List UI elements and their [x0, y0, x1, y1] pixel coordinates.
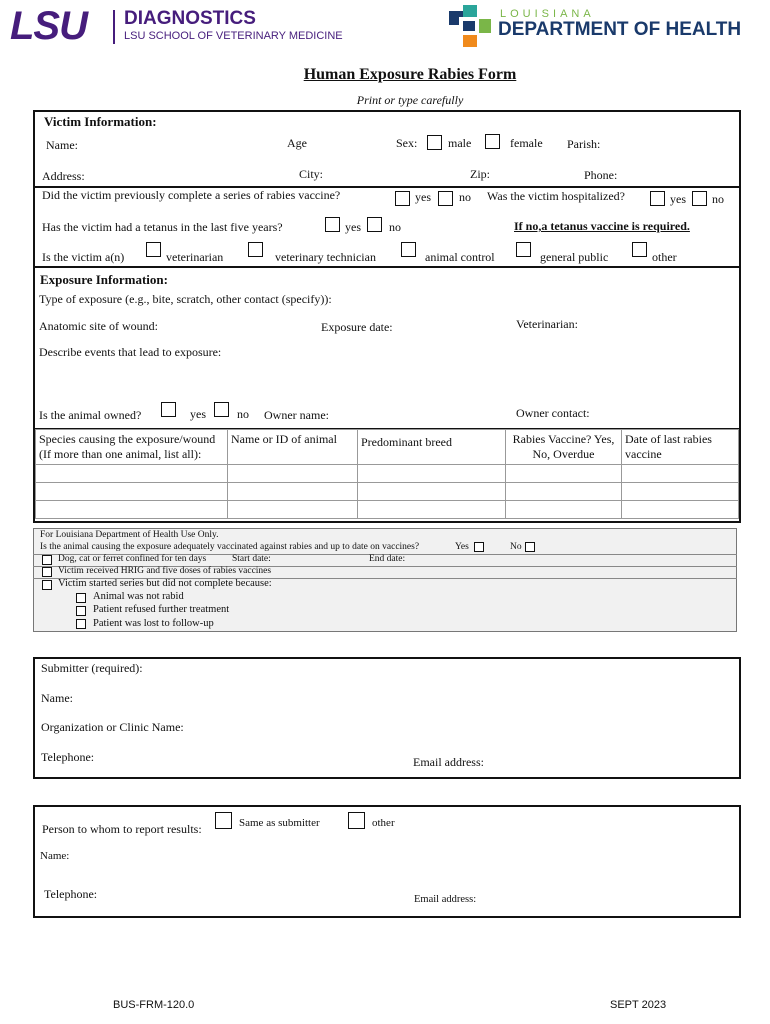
tetanus-no-checkbox[interactable] [367, 217, 382, 232]
department-label: DEPARTMENT OF HEALTH [498, 19, 742, 40]
logo-divider [113, 10, 115, 44]
role-other-label: other [652, 250, 677, 264]
vaccinated-yes-checkbox[interactable] [474, 542, 484, 552]
hospitalized-yes-label: yes [670, 192, 686, 206]
owned-no-checkbox[interactable] [214, 402, 229, 417]
species-column-header: Species causing the exposure/wound (If more than one animal, list all): [36, 430, 228, 465]
vaccinated-yes-label: Yes [455, 542, 469, 552]
victim-role-question: Is the victim a(n) [42, 250, 125, 264]
hospitalized-no-label: no [712, 192, 724, 206]
exposure-date-label: Exposure date: [321, 320, 393, 334]
revision-date: SEPT 2023 [610, 999, 667, 1011]
submitter-name-label: Name: [41, 691, 73, 705]
describe-events-label: Describe events that lead to exposure: [39, 345, 222, 359]
report-phone-label: Telephone: [44, 887, 98, 901]
last-vaccine-column-header: Date of last rabies vaccine [622, 430, 739, 465]
end-date-label: End date: [369, 554, 406, 564]
male-checkbox[interactable] [427, 135, 442, 150]
role-veterinarian-label: veterinarian [166, 250, 224, 264]
species-table [35, 429, 739, 519]
owner-contact-label: Owner contact: [516, 406, 590, 420]
submitter-email-label: Email address: [413, 755, 484, 769]
organization-label: Organization or Clinic Name: [41, 720, 184, 734]
form-number: BUS-FRM-120.0 [113, 999, 195, 1011]
address-label: Address: [42, 169, 85, 183]
form-subtitle: Print or type carefully [356, 93, 464, 107]
tetanus-no-label: no [389, 220, 401, 234]
table-row [36, 501, 739, 519]
lost-followup-label: Patient was lost to follow-up [93, 618, 214, 629]
ldh-emblem-icon [447, 5, 493, 47]
hospitalized-question: Was the victim hospitalized? [487, 189, 625, 203]
table-row [36, 483, 739, 501]
confined-label: Dog, cat or ferret confined for ten days [58, 554, 207, 564]
prev-vaccine-no-checkbox[interactable] [438, 191, 453, 206]
hrig-checkbox[interactable] [42, 567, 52, 577]
age-label: Age [287, 136, 307, 150]
hospitalized-yes-checkbox[interactable] [650, 191, 665, 206]
parish-label: Parish: [567, 137, 601, 151]
prev-vaccine-no-label: no [459, 190, 471, 204]
submitter-heading: Submitter (required): [41, 661, 143, 675]
table-row [36, 465, 739, 483]
vaccinated-no-label: No [510, 542, 522, 552]
role-animal-control-label: animal control [425, 250, 495, 264]
name-label: Name: [46, 138, 78, 152]
same-as-submitter-checkbox[interactable] [215, 812, 232, 829]
veterinarian-label: Veterinarian: [516, 317, 578, 331]
anatomic-site-label: Anatomic site of wound: [39, 319, 158, 333]
report-other-checkbox[interactable] [348, 812, 365, 829]
phone-label: Phone: [584, 168, 618, 182]
zip-label: Zip: [470, 167, 490, 181]
owner-name-label: Owner name: [264, 408, 329, 422]
role-veterinarian-checkbox[interactable] [146, 242, 161, 257]
role-other-checkbox[interactable] [632, 242, 647, 257]
lsu-wordmark: LSU [10, 4, 87, 48]
tetanus-question: Has the victim had a tetanus in the last five years? [42, 220, 283, 234]
form-title: Human Exposure Rabies Form [303, 66, 517, 83]
started-series-label: Victim started series but did not complete because: [58, 578, 272, 589]
ldh-use-title: For Louisiana Department of Health Use Only. [40, 530, 219, 540]
refused-checkbox[interactable] [76, 606, 86, 616]
hospitalized-no-checkbox[interactable] [692, 191, 707, 206]
prev-vaccine-yes-checkbox[interactable] [395, 191, 410, 206]
owned-yes-checkbox[interactable] [161, 402, 176, 417]
same-as-submitter-label: Same as submitter [239, 817, 320, 829]
owned-no-label: no [237, 407, 249, 421]
vaccinated-question: Is the animal causing the exposure adequately vaccinated against rabies and up to date on vaccines? [40, 542, 420, 552]
lost-followup-checkbox[interactable] [76, 619, 86, 629]
exposure-heading: Exposure Information: [40, 272, 168, 287]
report-other-label: other [372, 817, 395, 829]
submitter-phone-label: Telephone: [41, 750, 95, 764]
animal-owned-question: Is the animal owned? [39, 408, 142, 422]
role-vet-tech-checkbox[interactable] [248, 242, 263, 257]
not-rabid-checkbox[interactable] [76, 593, 86, 603]
rabies-vaccine-column-header: Rabies Vaccine? Yes, No, Overdue [506, 430, 622, 465]
victim-heading: Victim Information: [44, 114, 157, 129]
tetanus-yes-checkbox[interactable] [325, 217, 340, 232]
started-series-checkbox[interactable] [42, 580, 52, 590]
not-rabid-label: Animal was not rabid [93, 591, 184, 602]
report-person-label: Person to whom to report results: [42, 822, 202, 836]
animal-id-column-header: Name or ID of animal [228, 430, 358, 465]
exposure-type-label: Type of exposure (e.g., bite, scratch, other contact (specify)): [39, 292, 332, 306]
sex-label: Sex: [396, 136, 418, 150]
tetanus-yes-label: yes [345, 220, 361, 234]
diagnostics-label: DIAGNOSTICS [124, 8, 256, 29]
role-vet-tech-label: veterinary technician [275, 250, 376, 264]
breed-column-header: Predominant breed [358, 430, 506, 465]
vaccinated-no-checkbox[interactable] [525, 542, 535, 552]
prev-vaccine-yes-label: yes [415, 190, 431, 204]
female-label: female [510, 136, 543, 150]
hrig-label: Victim received HRIG and five doses of rabies vaccines [58, 566, 272, 576]
louisiana-label: LOUISIANA [500, 8, 595, 20]
refused-label: Patient refused further treatment [93, 604, 230, 615]
start-date-label: Start date: [232, 554, 271, 564]
owned-yes-label: yes [190, 407, 206, 421]
report-email-label: Email address: [414, 894, 477, 905]
male-label: male [448, 136, 472, 150]
report-name-label: Name: [40, 850, 70, 862]
female-checkbox[interactable] [485, 134, 500, 149]
role-animal-control-checkbox[interactable] [401, 242, 416, 257]
city-label: City: [299, 167, 324, 181]
school-label: LSU SCHOOL OF VETERINARY MEDICINE [124, 30, 343, 42]
confined-checkbox[interactable] [42, 555, 52, 565]
prev-vaccine-question: Did the victim previously complete a series of rabies vaccine? [42, 188, 341, 202]
role-general-public-label: general public [540, 250, 609, 264]
tetanus-note: If no,a tetanus vaccine is required. [514, 219, 690, 233]
role-general-public-checkbox[interactable] [516, 242, 531, 257]
